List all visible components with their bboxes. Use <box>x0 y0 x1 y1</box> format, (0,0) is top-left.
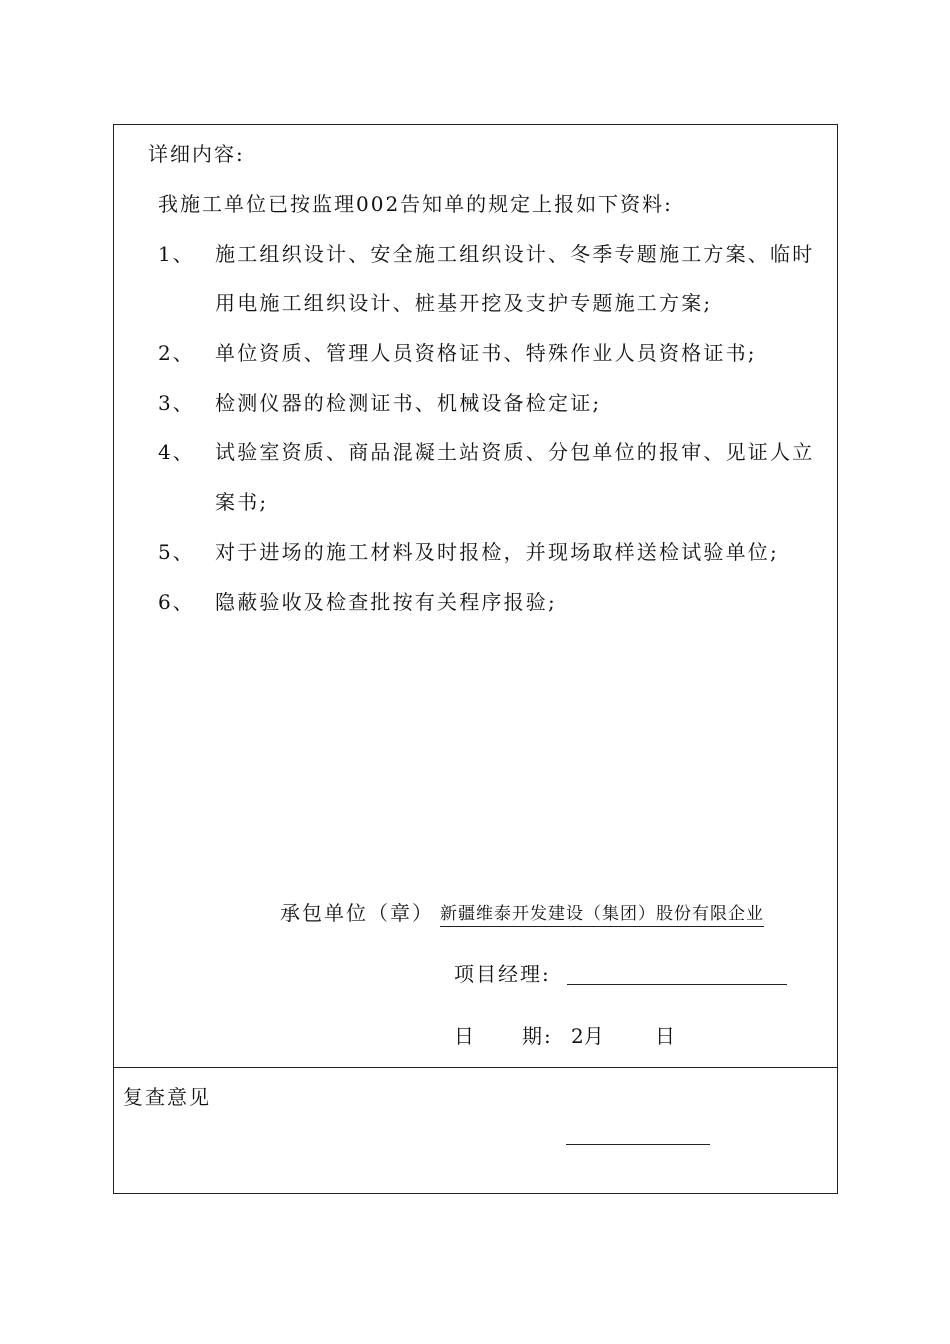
project-manager-signature-line[interactable] <box>567 984 787 985</box>
review-opinion-label: 复查意见 <box>123 1085 211 1109</box>
item-number: 2、 <box>158 341 195 365</box>
item-number: 6、 <box>158 590 195 614</box>
contractor-label: 承包单位（章） <box>280 901 434 925</box>
item-text: 用电施工组织设计、桩基开挖及支护专题施工方案; <box>215 291 713 315</box>
date-label-period-char: 期: <box>522 1024 553 1048</box>
details-label: 详细内容: <box>148 142 245 166</box>
item-text: 施工组织设计、安全施工组织设计、冬季专题施工方案、临时 <box>215 242 815 266</box>
project-manager-label: 项目经理: <box>454 962 551 986</box>
item-text: 对于进场的施工材料及时报检，并现场取样送检试验单位; <box>215 540 779 564</box>
date-field[interactable] <box>566 1024 710 1145</box>
item-text: 单位资质、管理人员资格证书、特殊作业人员资格证书; <box>215 341 757 365</box>
item-number: 5、 <box>158 540 195 564</box>
date-month: 2月 <box>571 1024 604 1048</box>
contractor-name: 新疆维泰开发建设（集团）股份有限企业 <box>440 903 764 927</box>
section-divider <box>114 1067 837 1068</box>
intro-text: 我施工单位已按监理002告知单的规定上报如下资料: <box>158 192 673 216</box>
date-label-day-char: 日 <box>454 1024 474 1048</box>
item-text: 检测仪器的检测证书、机械设备检定证; <box>215 391 602 415</box>
item-number: 1、 <box>158 242 195 266</box>
item-text: 案书; <box>215 490 269 514</box>
item-text: 试验室资质、商品混凝土站资质、分包单位的报审、见证人立 <box>215 440 815 464</box>
item-number: 4、 <box>158 440 195 464</box>
report-form <box>113 124 838 1194</box>
item-text: 隐蔽验收及检查批按有关程序报验; <box>215 590 557 614</box>
item-number: 3、 <box>158 391 195 415</box>
date-day: 日 <box>655 1024 675 1048</box>
